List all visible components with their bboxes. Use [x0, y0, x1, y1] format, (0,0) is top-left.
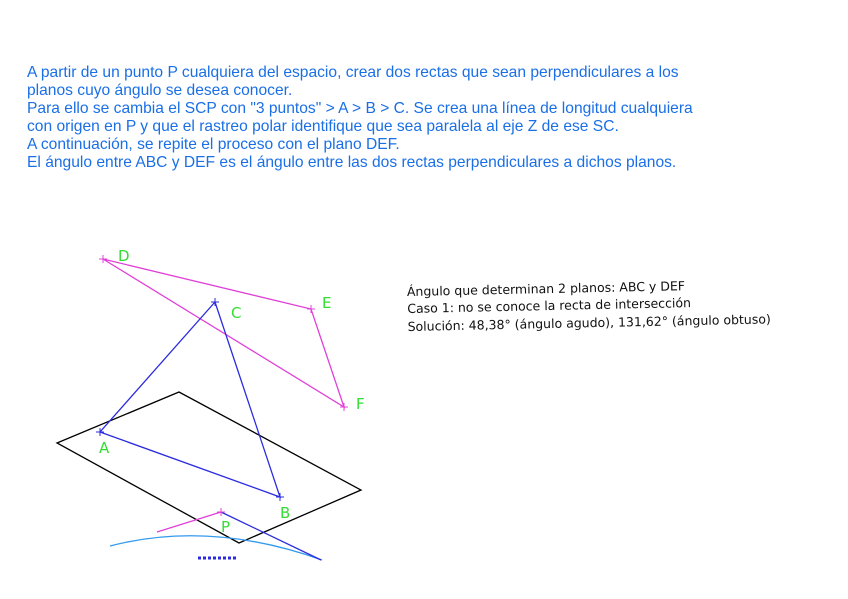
marker-f [340, 403, 348, 411]
base-plane [57, 392, 361, 543]
label-e: E [322, 294, 332, 312]
instruction-line-5: A continuación, se repite el proceso con el plano DEF. [27, 136, 400, 153]
annotation-case: Caso 1: no se conoce la recta de intersección [407, 295, 692, 316]
label-a: A [99, 439, 110, 457]
angle-arc [110, 536, 322, 560]
label-p: P [221, 518, 231, 536]
marker-e [307, 305, 315, 313]
marker-b [276, 493, 284, 501]
marker-d [99, 255, 107, 263]
plane-def [103, 259, 344, 407]
marker-p [217, 508, 225, 516]
instruction-line-4: con origen en P y que el rastreo polar identifique que sea paralela al eje Z de ese SC. [27, 118, 619, 135]
annotation-block [407, 276, 771, 334]
annotation-solution: Solución: 48,38° (ángulo agudo), 131,62° (ángulo obtuso) [407, 311, 771, 334]
instruction-line-1: A partir de un punto P cualquiera del espacio, crear dos rectas que sean perpendiculares a los [27, 64, 679, 81]
perpendicular-line-abc [221, 512, 321, 560]
label-d: D [118, 247, 130, 265]
label-c: C [231, 304, 242, 322]
instruction-line-6: El ángulo entre ABC y DEF es el ángulo entre las dos rectas perpendiculares a dichos planos. [27, 154, 677, 171]
label-b: B [280, 504, 291, 522]
label-f: F [356, 395, 365, 413]
annotation-title: Ángulo que determinan 2 planos: ABC y DEF [406, 278, 686, 299]
instruction-line-2: planos cuyo ángulo se desea conocer. [27, 82, 293, 99]
instruction-line-3: Para ello se cambia el SCP con "3 puntos" > A > B > C. Se crea una línea de longitud cualquiera [27, 100, 693, 117]
plane-abc [100, 302, 280, 497]
